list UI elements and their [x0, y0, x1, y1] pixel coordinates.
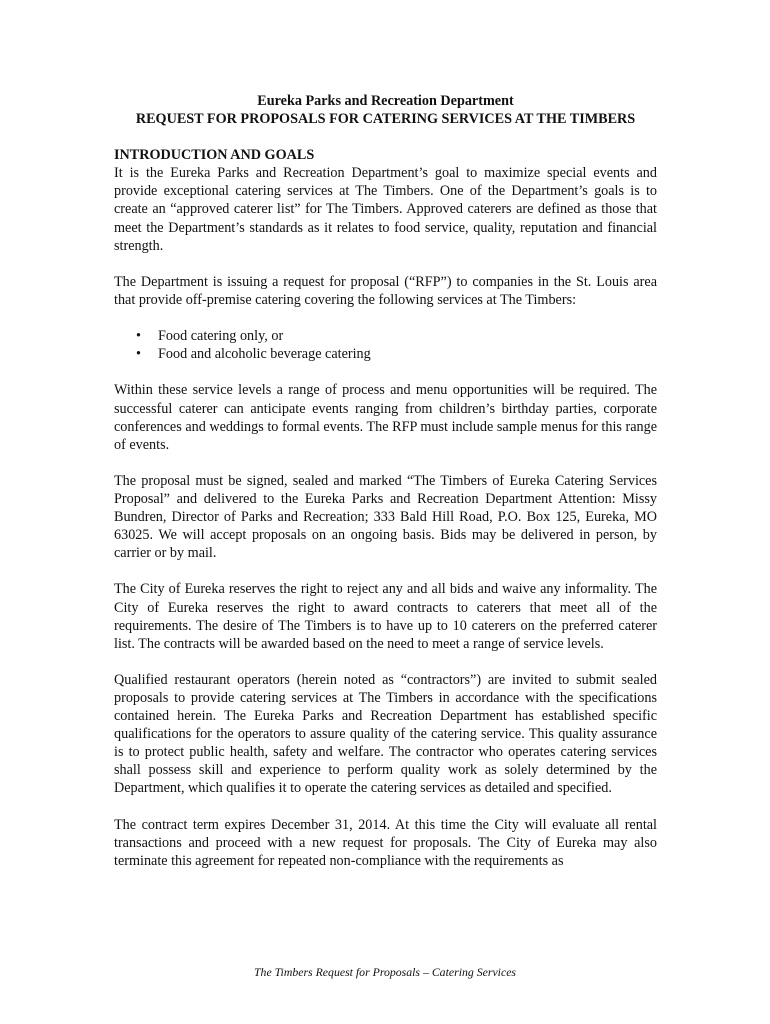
- bullet-icon: •: [136, 346, 141, 363]
- list-item: [114, 327, 657, 345]
- paragraph-introduction: It is the Eureka Parks and Recreation Department’s goal to maximize special events and provide exceptional catering services at The Timbers. One of the Department’s goals is to create an “approved caterer list” for The Timbers. Approved caterers are defined as those that meet the Department’s standards as it relates to food service, quality, reputation and financial strength.: [114, 165, 657, 254]
- section-heading: INTRODUCTION AND GOALS: [114, 147, 315, 164]
- department-name: Eureka Parks and Recreation Department: [257, 93, 514, 109]
- page-footer: The Timbers Request for Proposals – Catering Services: [253, 965, 517, 979]
- bullet-icon: •: [136, 328, 141, 345]
- document-title: REQUEST FOR PROPOSALS FOR CATERING SERVICES AT THE TIMBERS: [135, 111, 636, 128]
- paragraph-rfp-issue: The Department is issuing a request for proposal (“RFP”) to companies in the St. Louis area that provide off-premise catering covering the following services at The Timbers:: [114, 273, 657, 308]
- paragraph-reservation-of-rights: The City of Eureka reserves the right to reject any and all bids and waive any informality. The City of Eureka reserves the right to award contracts to caterers that meet all of the requirements. The desire of The Timbers is to have up to 10 caterers on the preferred caterer list. The contracts will be awarded based on the need to meet a range of service levels.: [114, 581, 657, 652]
- document-body: [114, 92, 657, 870]
- paragraph-qualifications: Qualified restaurant operators (herein noted as “contractors”) are invited to submit sealed proposals to provide catering services at The Timbers in accordance with the specifications contained herein. The Eureka Parks and Recreation Department has established specific qualifications for the operators to assure quality of the catering service. This quality assurance is to protect public health, safety and welfare. The contractor who operates catering services shall possess skill and experience to perform quality work as solely determined by the Department, which qualifies it to operate the catering services as detailed and specified.: [114, 671, 657, 797]
- list-item: [114, 345, 657, 363]
- paragraph-service-levels: Within these service levels a range of process and menu opportunities will be required. The successful caterer can anticipate events ranging from children’s birthday parties, corporate conferences and weddings to formal events. The RFP must include sample menus for this range of events.: [114, 382, 657, 453]
- list-item-text: Food and alcoholic beverage catering: [158, 346, 371, 363]
- paragraph-submission: The proposal must be signed, sealed and marked “The Timbers of Eureka Catering Services Proposal” and delivered to the Eureka Parks and Recreation Department Attention: Missy Bundren, Director of Parks and Recreation; 333 Bald Hill Road, P.O. Box 125, Eureka, MO 63025. We will accept proposals on an ongoing basis. Bids may be delivered in person, by carrier or by mail.: [114, 472, 657, 562]
- paragraph-contract-term: The contract term expires December 31, 2014. At this time the City will evaluate all rental transactions and proceed with a new request for proposals. The City of Eureka may also terminate this agreement for repeated non-compliance with the requirements as: [114, 816, 657, 869]
- list-item-text: Food catering only, or: [158, 328, 284, 345]
- service-list: [114, 327, 657, 363]
